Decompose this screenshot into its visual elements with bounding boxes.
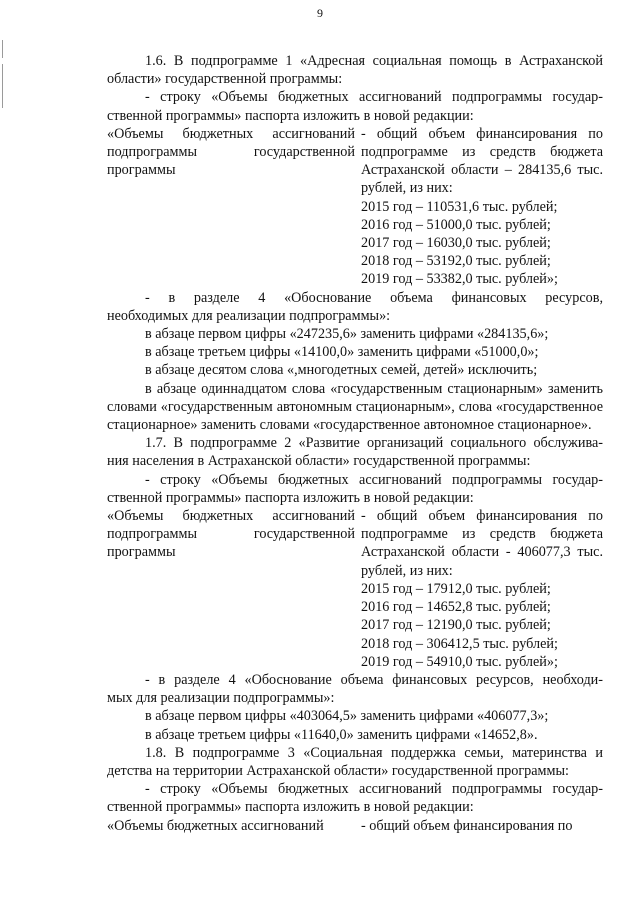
row-instruction-cont: ственной программы» паспорта изложить в новой редакции:	[107, 489, 474, 506]
section-4-instruction-cont: необходимых для реализации подпрограммы»:	[107, 307, 391, 324]
passport-row-value	[361, 817, 603, 835]
section-4-instruction: - в разделе 4 «Обоснование объема финансовых ресурсов,	[145, 289, 603, 306]
row-instruction: - строку «Объемы бюджетных ассигнований подпрограммы государ-	[145, 781, 603, 798]
document-body	[107, 52, 603, 835]
passport-row-value	[361, 507, 603, 671]
edit-item: в абзаце третьем цифры «11640,0» заменить цифрами «14652,8».	[145, 726, 538, 743]
row-instruction: - строку «Объемы бюджетных ассигнований подпрограммы государ-	[145, 89, 603, 106]
passport-row-table	[107, 125, 603, 289]
section-4-instruction: - в разделе 4 «Обоснование объема финансовых ресурсов, необходи-	[145, 671, 603, 688]
edit-item: в абзаце третьем цифры «14100,0» заменить цифрами «51000,0»;	[145, 344, 539, 361]
passport-row-table	[107, 817, 603, 835]
edit-item-long: в абзаце одиннадцатом слова «государственным стационарным» заменить словами «государственным автономным стационарным», слова «государственное стационарное» заменить словами «государственное автономное стационарное».	[107, 380, 603, 434]
funding-year-row: 2015 год – 17912,0 тыс. рублей;	[361, 580, 551, 597]
row-instruction: - строку «Объемы бюджетных ассигнований подпрограммы государ-	[145, 471, 603, 488]
section-1-8-heading: 1.8. В подпрограмме 3 «Социальная поддержка семьи, материнства и	[145, 744, 603, 761]
funding-year-row: 2018 год – 53192,0 тыс. рублей;	[361, 253, 551, 270]
section-1-7-heading-cont: ния населения в Астраханской области» государственной программы:	[107, 453, 531, 470]
funding-total: - общий объем финансирования по	[361, 817, 573, 834]
edit-item: в абзаце первом цифры «403064,5» заменить цифрами «406077,3»;	[145, 708, 549, 725]
funding-year-row: 2019 год – 53382,0 тыс. рублей»;	[361, 271, 558, 288]
funding-year-row: 2016 год – 14652,8 тыс. рублей;	[361, 599, 551, 616]
passport-row-table	[107, 507, 603, 671]
funding-year-row: 2017 год – 16030,0 тыс. рублей;	[361, 235, 551, 252]
passport-row-label: «Объемы бюджетных ассигнований	[107, 817, 324, 834]
passport-row-value	[361, 125, 603, 289]
section-1-6-heading: 1.6. В подпрограмме 1 «Адресная социальная помощь в Астраханской	[145, 53, 603, 69]
left-margin-mark	[2, 40, 3, 58]
section-4-instruction-cont: мых для реализации подпрограммы»:	[107, 690, 335, 707]
row-instruction-cont: ственной программы» паспорта изложить в новой редакции:	[107, 107, 474, 124]
left-margin-mark	[2, 64, 3, 108]
section-1-6-heading-cont: области» государственной программы:	[107, 71, 343, 88]
section-1-7-heading: 1.7. В подпрограмме 2 «Развитие организаций социального обслужива-	[145, 435, 603, 452]
row-instruction-cont: ственной программы» паспорта изложить в новой редакции:	[107, 799, 474, 816]
funding-total: - общий объем финансирования по подпрограмме из средств бюджета Астраханской области - 406077,3 тыс. рублей, из них:	[361, 508, 603, 579]
funding-year-row: 2018 год – 306412,5 тыс. рублей;	[361, 635, 558, 652]
edit-item: в абзаце первом цифры «247235,6» заменить цифрами «284135,6»;	[145, 326, 549, 343]
funding-year-row: 2016 год – 51000,0 тыс. рублей;	[361, 216, 551, 233]
funding-total: - общий объем финансирования по подпрограмме из средств бюджета Астраханской области – 284135,6 тыс. рублей, из них:	[361, 125, 603, 197]
funding-year-row: 2017 год – 12190,0 тыс. рублей;	[361, 617, 551, 634]
page-number: 9	[317, 6, 323, 20]
funding-year-row: 2019 год – 54910,0 тыс. рублей»;	[361, 653, 558, 670]
passport-row-label: «Объемы бюджетных ассигнований подпрограммы государственной программы	[107, 508, 355, 561]
section-1-8-heading-cont: детства на территории Астраханской области» государственной программы:	[107, 762, 569, 779]
funding-year-row: 2015 год – 110531,6 тыс. рублей;	[361, 198, 558, 215]
edit-item: в абзаце десятом слова «,многодетных семей, детей» исключить;	[145, 362, 538, 379]
passport-row-label: «Объемы бюджетных ассигнований подпрограммы государственной программы	[107, 125, 355, 179]
